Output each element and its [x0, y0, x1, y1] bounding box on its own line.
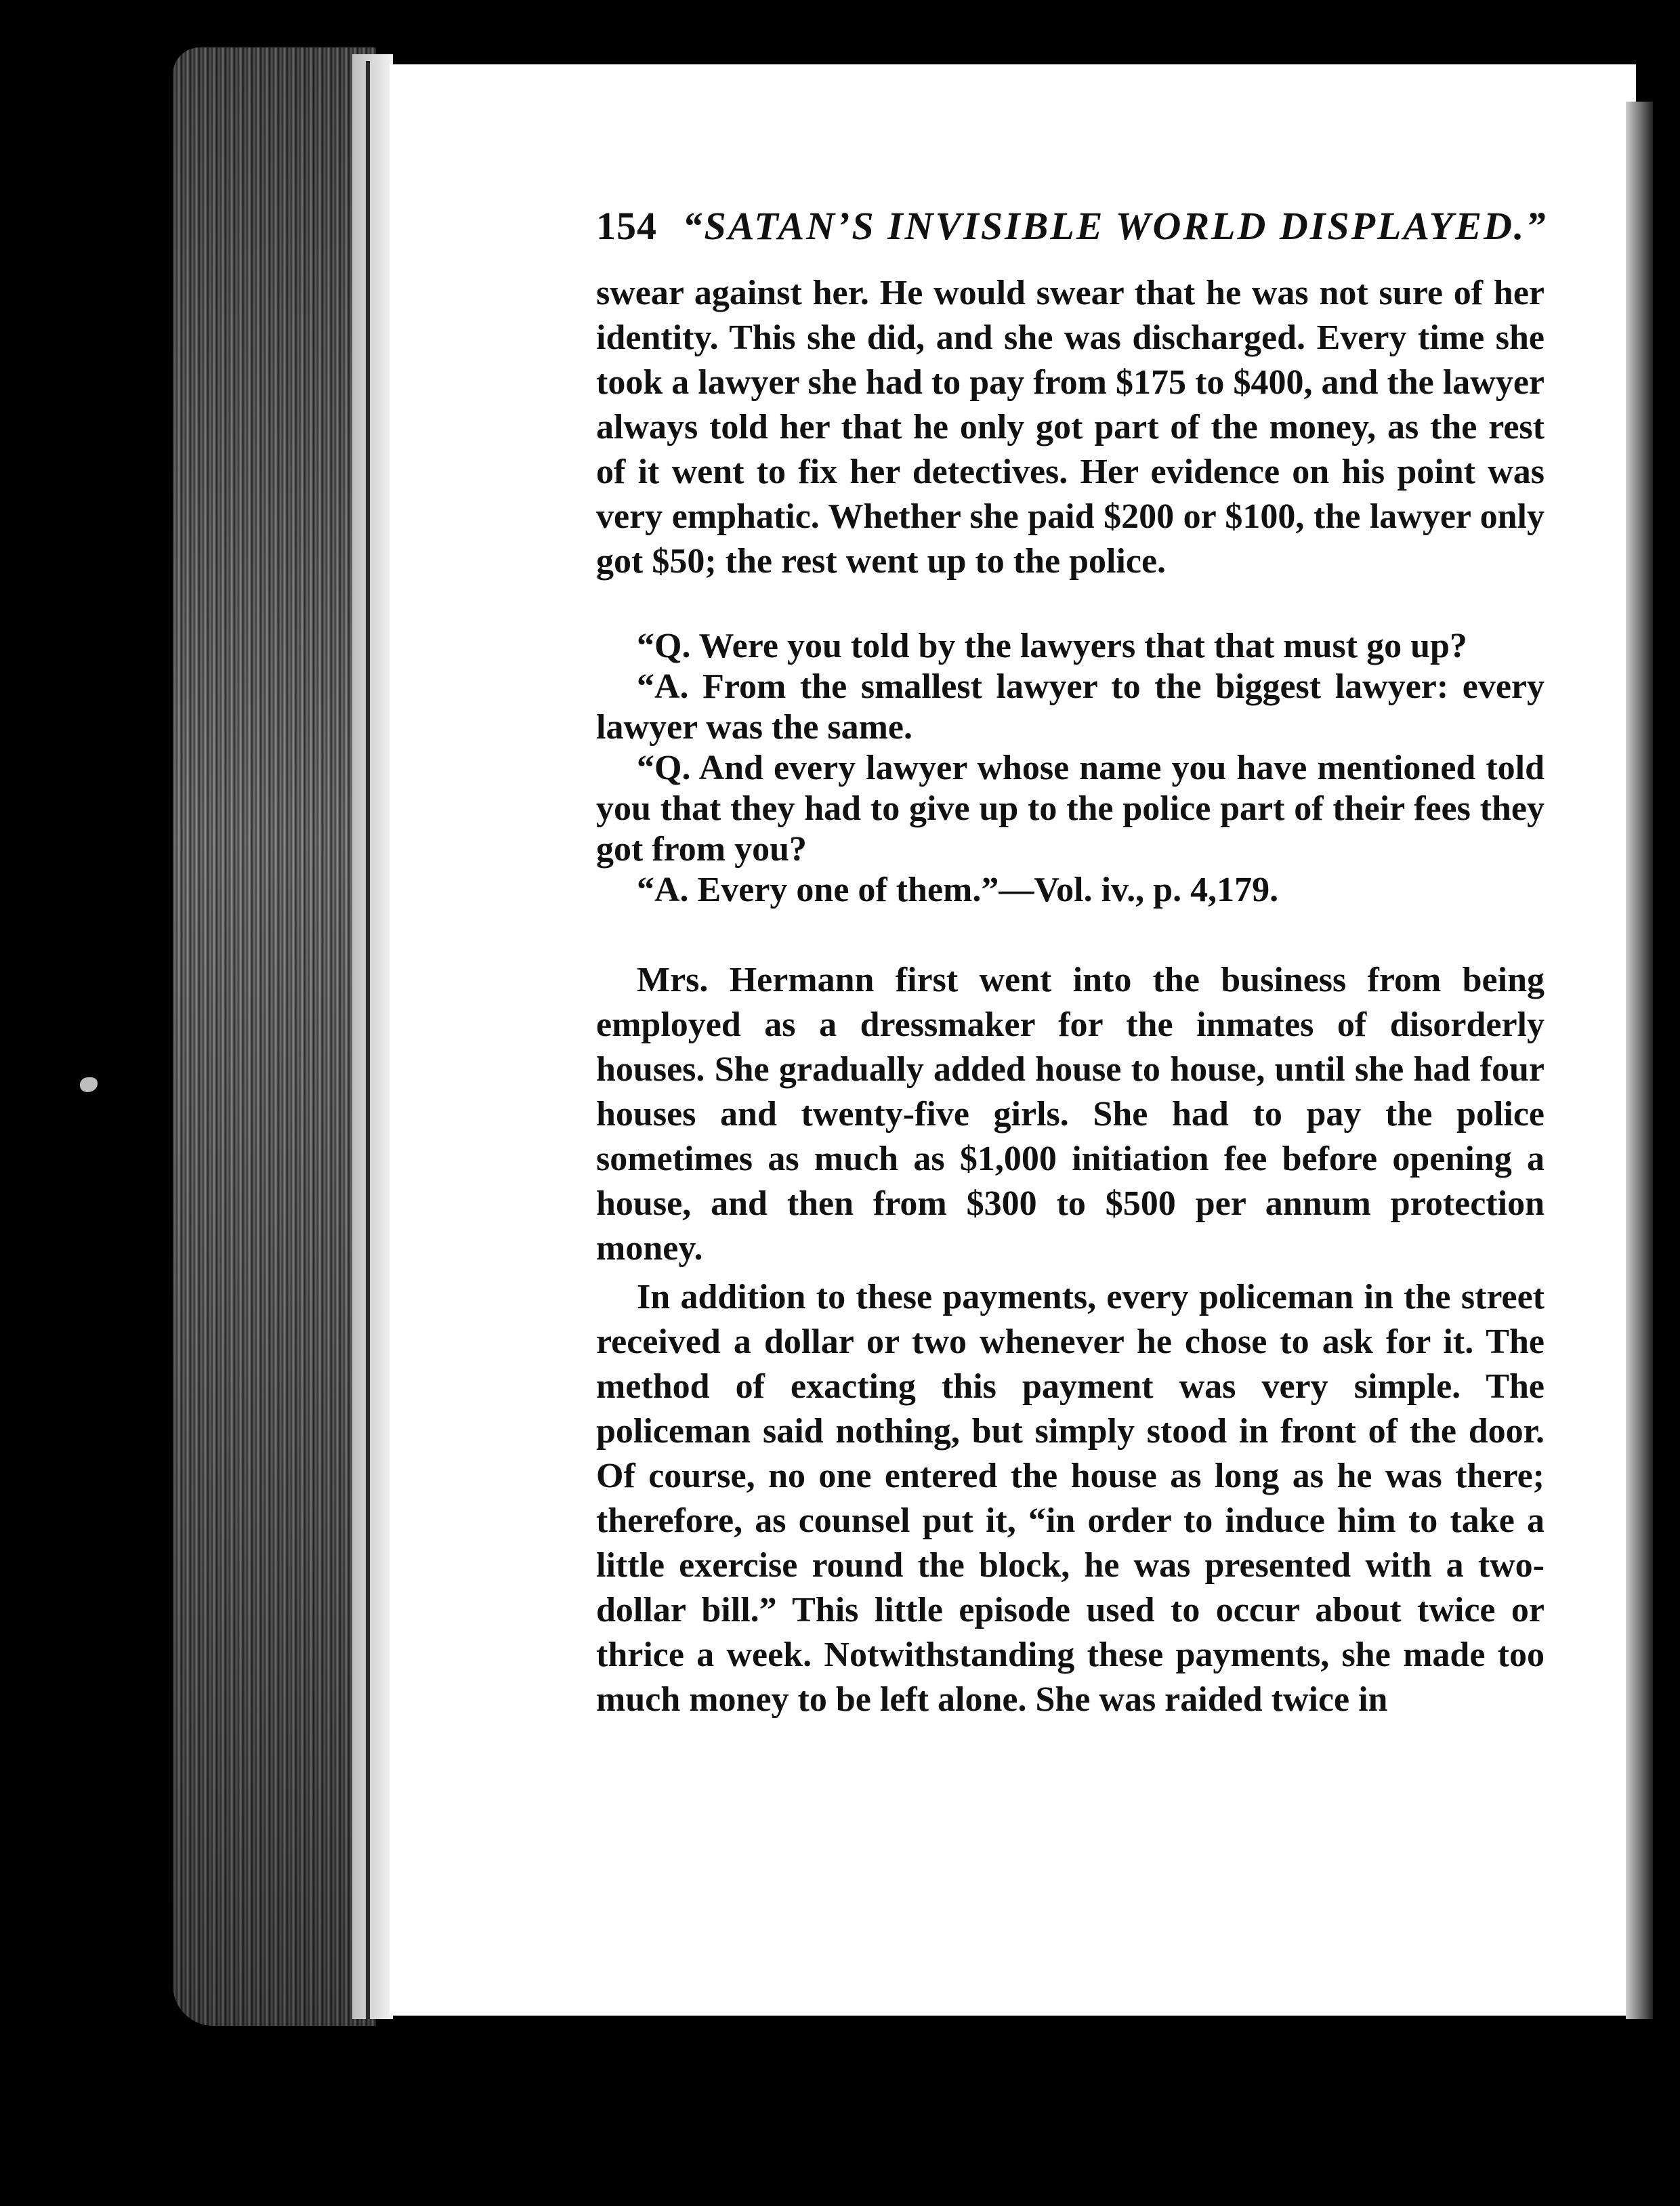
testimony-answer: “A. From the smallest lawyer to the biggest lawyer: every lawyer was the same. — [596, 667, 1545, 747]
spine-shadow — [352, 54, 393, 2019]
testimony-question: “Q. And every lawyer whose name you have mentioned told you that they had to give up to the police part of their fees they got from you? — [596, 749, 1545, 869]
testimony-answer: “A. Every one of them.”—Vol. iv., p. 4,179. — [637, 871, 1279, 909]
page-number: 154 — [596, 204, 657, 248]
paragraph-gap — [596, 911, 1545, 958]
paragraph: swear against her. He would swear that he was not sure of her identity. This she did, and she was discharged. Every time she took a lawyer she had to pay from $175 to $400, and the lawyer always told her that he only got part of the money, as the rest of it went to fix her detectives. Her evidence on his point was very emphatic. Whether she paid $200 or $100, the lawyer only got $50; the rest went up to the police. — [596, 274, 1545, 581]
testimony-question: “Q. Were you told by the lawyers that that must go up? — [637, 627, 1467, 665]
body-text — [596, 271, 1545, 1722]
running-title: “SATAN’S INVISIBLE WORLD DISPLAYED.” — [682, 204, 1548, 248]
paragraph-gap — [596, 584, 1545, 626]
page-border-line — [366, 61, 370, 2019]
book-page-edges — [173, 47, 376, 2026]
paragraph: Mrs. Hermann first went into the business from being employed as a dressmaker for the inmates of disorderly houses. She gradually added house to house, until she had four houses and twenty-five girls. She had to pay the police sometimes as much as $1,000 initiation fee before opening a house, and then from $300 to $500 per annum protection money. — [596, 961, 1545, 1268]
scan-speck — [80, 1077, 98, 1092]
right-page-edge — [1626, 102, 1653, 2019]
paragraph: In addition to these payments, every policeman in the street received a dollar or two whenever he chose to ask for it. The method of exacting this payment was very simple. The policeman said nothing, but simply stood in front of the door. Of course, no one entered the house as long as he was there; therefore, as counsel put it, “in order to induce him to take a little exercise round the block, he was presented with a two-dollar bill.” This little episode used to occur about twice or thrice a week. Notwithstanding these payments, she made too much money to be left alone. She was raided twice in — [596, 1278, 1545, 1719]
running-header — [596, 203, 1558, 249]
